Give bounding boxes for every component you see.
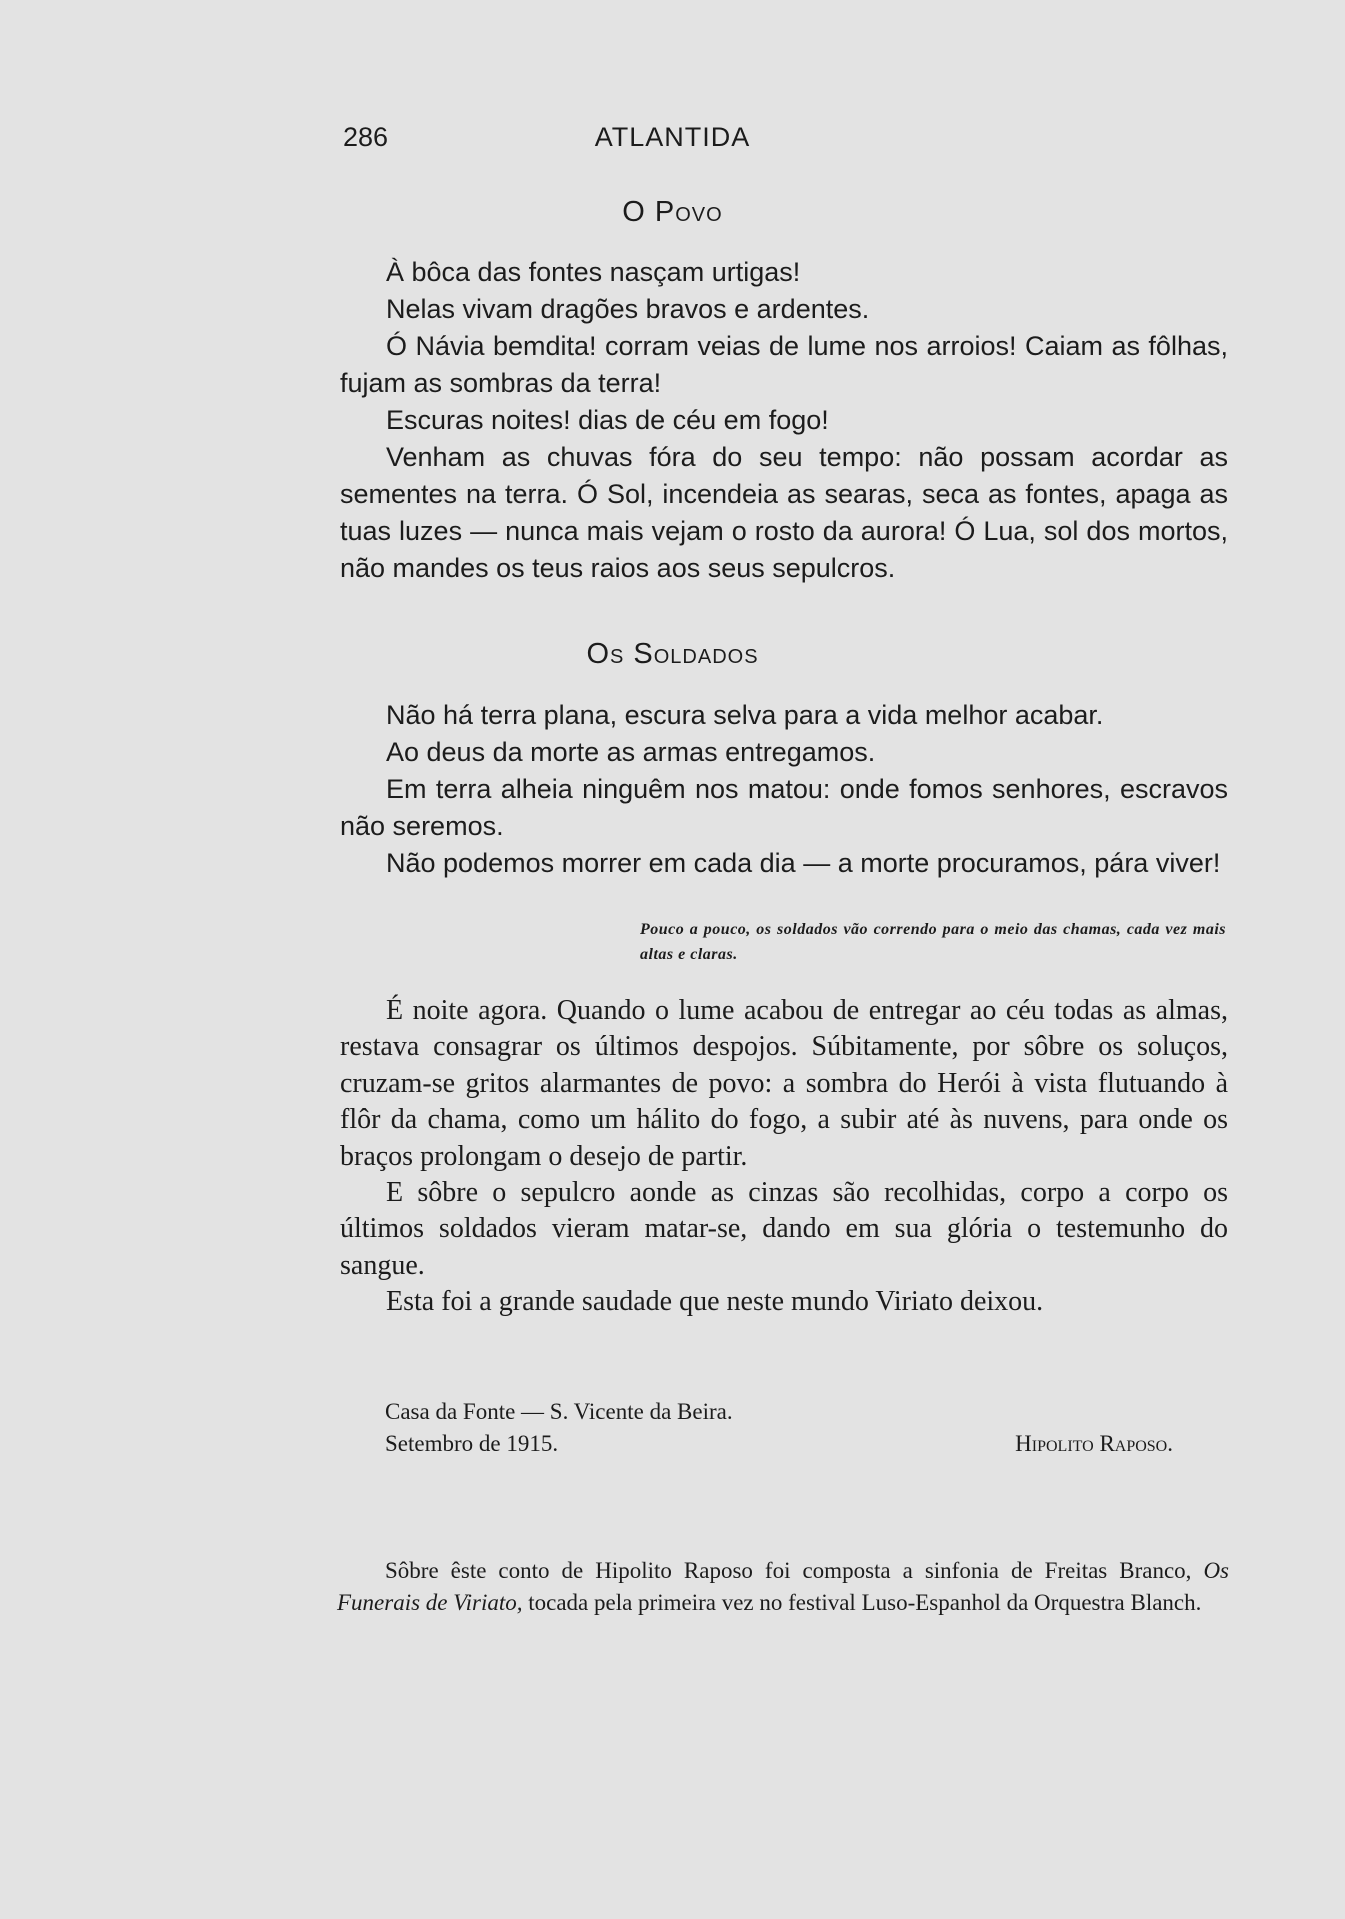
signature-date: Setembro de 1915. [385,1431,559,1456]
footnote [337,1555,1229,1619]
page-number: 286 [343,122,389,152]
narrative-paragraph: E sôbre o sepulcro aonde as cinzas são recolhidas, corpo a corpo os últimos soldados vieram matar-se, dando em sua glória o testemunho do sangue. [340,1177,1228,1281]
section-title-o-povo: O Povo [622,196,723,228]
verse-paragraph: Venham as chuvas fóra do seu tempo: não possam acordar as sementes na terra. Ó Sol, incendeia as searas, seca as fontes, apaga as tuas luzes — nunca mais vejam o rosto da aurora! Ó Lua, sol dos mortos, não mandes os teus raios aos seus sepulcros. [340,442,1228,583]
narrative-paragraph: Esta foi a grande saudade que neste mundo Viriato deixou. [386,1286,1044,1318]
verse-paragraph: Não podemos morrer em cada dia — a morte procuramos, pára viver! [386,848,1221,878]
verse-paragraph: Escuras noites! dias de céu em fogo! [386,405,829,435]
verse-paragraph: À bôca das fontes nasçam urtigas! [386,257,801,287]
verse-paragraph: Não há terra plana, escura selva para a vida melhor acabar. [386,700,1104,730]
narrative-text [340,993,1228,1321]
footnote-text-before: Sôbre êste conto de Hipolito Raposo foi composta a sinfonia de Freitas Branco, [385,1558,1204,1583]
section-os-soldados-text [340,697,1228,882]
section-title-os-soldados: Os Soldados [586,638,759,670]
verse-paragraph: Em terra alheia ninguêm nos matou: onde fomos senhores, escravos não seremos. [340,774,1228,841]
section-o-povo-text [340,254,1228,587]
stage-direction: Pouco a pouco, os soldados vão correndo para o meio das chamas, cada vez mais altas e claras. [640,921,1226,963]
verse-paragraph: Ao deus da morte as armas entregamos. [386,737,876,767]
footnote-work-title: Os Funerais de Viriato, [337,1558,1229,1615]
signature-block [385,1396,1225,1460]
narrative-paragraph: É noite agora. Quando o lume acabou de entregar ao céu todas as almas, restava consagrar os últimos despojos. Súbitamente, por sôbre os soluços, cruzam-se gritos alarmantes de povo: a sombra do Herói à vista flutuando à flôr da chama, como um hálito do fogo, a subir até às nuvens, para onde os braços prolongam o desejo de partir. [340,995,1228,1172]
verse-paragraph: Nelas vivam dragões bravos e ardentes. [386,294,870,324]
verse-paragraph: Ó Návia bemdita! corram veias de lume nos arroios! Caiam as fôlhas, fujam as sombras da terra! [340,331,1228,398]
page-header [0,122,1345,162]
running-title: ATLANTIDA [594,122,751,152]
signature-author: Hipolito Raposo. [1015,1431,1173,1456]
signature-place: Casa da Fonte — S. Vicente da Beira. [385,1399,733,1424]
footnote-text-after: tocada pela primeira vez no festival Luso-Espanhol da Orquestra Blanch. [522,1590,1202,1615]
